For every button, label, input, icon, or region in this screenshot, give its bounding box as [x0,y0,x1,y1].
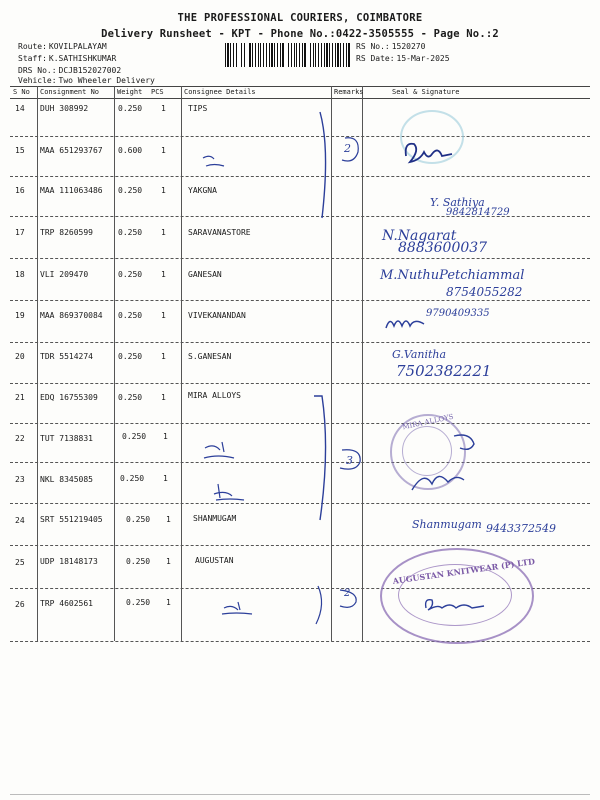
cell-consignment: SRT 551219405 [40,515,103,524]
cell-consignee: YAKGNA [188,186,217,195]
table-header-rule [10,98,590,99]
cell-consignment: MAA 869370084 [40,311,103,320]
cell-sno: 14 [15,104,25,113]
cell-weight: 0.250 [126,515,151,524]
cell-weight: 0.250 [118,228,143,237]
pen-tick-mark [200,438,240,464]
signature-phone-19: 9790409335 [426,308,490,319]
cell-consignee: GANESAN [188,270,222,279]
cell-weight: 0.250 [118,352,143,361]
signature-name-16: Y. Sathiya [430,196,485,209]
row-divider [10,383,590,384]
cell-consignment: NKL 8345085 [40,475,93,484]
cell-sno: 17 [15,228,25,237]
staff-line: Staff: K.SATHISHKUMAR [18,54,117,63]
row-divider [10,300,590,301]
col-divider [37,86,38,641]
cell-weight: 0.250 [126,598,151,607]
rs-no-line: RS No.: 1520270 [356,42,426,51]
signature-phone-20: 7502382221 [396,362,492,380]
cell-weight: 0.250 [126,557,151,566]
table-top-rule [10,86,590,87]
signature-name-17: N.Nagarat [382,228,457,244]
col-header-pcs: PCS [151,88,164,96]
signature-augustan [420,594,490,616]
vehicle-line: Vehicle: Two Wheeler Delivery [18,76,155,85]
row-divider [10,641,590,642]
cell-weight: 0.600 [118,146,143,155]
cell-sno: 25 [15,558,25,567]
col-header-remarks: Remarks [334,88,364,96]
cell-pcs: 1 [161,270,166,279]
company-title: THE PROFESSIONAL COURIERS, COIMBATORE [177,12,423,24]
cell-consignee: SHANMUGAM [193,514,237,523]
col-header-seal: Seal & Signature [392,88,460,96]
cell-sno: 22 [15,434,25,443]
page-bottom-edge [10,794,590,795]
cell-sno: 15 [15,146,25,155]
cell-consignee: SARAVANASTORE [188,228,251,237]
cell-pcs: 1 [161,311,166,320]
col-divider [114,86,115,641]
staff-value: K.SATHISHKUMAR [48,54,117,63]
cell-weight: 0.250 [122,432,147,441]
rs-date-line: RS Date: 15-Mar-2025 [356,54,450,63]
runsheet-subtitle: Delivery Runsheet - KPT - Phone No.:0422-3505555 - Page No.:2 [101,28,499,40]
cell-sno: 23 [15,475,25,484]
pen-tick-mark [210,480,250,504]
cell-sno: 19 [15,311,25,320]
signature-mira [404,430,494,510]
cell-weight: 0.250 [120,474,145,483]
vehicle-value: Two Wheeler Delivery [58,76,155,85]
cell-consignment: MAA 651293767 [40,146,103,155]
cell-pcs: 1 [166,515,171,524]
cell-consignment: TRP 8260599 [40,228,93,237]
cell-consignment: UDP 18148173 [40,557,98,566]
signature-name-24: Shanmugam [412,518,482,531]
remark-count-22: 3 [346,454,353,467]
remark-bracket [300,390,370,530]
pen-tick-mark [200,150,230,172]
col-header-consignment: Consignment No [40,88,100,96]
cell-pcs: 1 [163,432,168,441]
col-divider [181,86,182,641]
col-header-consignee: Consignee Details [184,88,256,96]
cell-consignment: TRP 4602561 [40,599,93,608]
cell-pcs: 1 [161,104,166,113]
cell-pcs: 1 [163,474,168,483]
remark-bracket [300,580,370,630]
drs-line: DRS No.: DCJB152027002 [18,66,122,75]
cell-consignment: TUT 7138831 [40,434,93,443]
cell-consignment: MAA 111063486 [40,186,103,195]
stamp-mira-text: MIRA ALLOYS [401,412,455,432]
rs-no-value: 1520270 [391,42,426,51]
cell-consignment: VLI 209470 [40,270,89,279]
drs-value: DCJB152027002 [58,66,122,75]
signature-phone-18: 8754055282 [446,285,523,299]
signature-phone-17: 8883600037 [398,240,488,256]
signature-phone-16: 9842814729 [446,207,510,218]
cell-pcs: 1 [161,228,166,237]
cell-consignee: VIVEKANANDAN [188,311,246,320]
cell-pcs: 1 [166,598,171,607]
cell-weight: 0.250 [118,393,143,402]
cell-consignee: TIPS [188,104,208,113]
row-divider [10,545,590,546]
rs-date-value: 15-Mar-2025 [396,54,450,63]
signature-phone-24: 9443372549 [486,522,556,535]
cell-consignee: MIRA ALLOYS [188,391,241,400]
cell-pcs: 1 [161,146,166,155]
cell-weight: 0.250 [118,186,143,195]
cell-consignee: AUGUSTAN [195,556,234,565]
cell-consignment: DUH 308992 [40,104,89,113]
cell-consignment: TDR 5514274 [40,352,93,361]
cell-pcs: 1 [161,352,166,361]
remark-bracket [300,108,370,228]
cell-sno: 18 [15,270,25,279]
pen-tick-mark [218,598,258,620]
cell-consignment: EDQ 16755309 [40,393,98,402]
row-divider [10,258,590,259]
stamp-augustan-text: AUGUSTAN KNITWEAR (P) LTD [392,556,536,586]
cell-sno: 20 [15,352,25,361]
route-line: Route: KOVILPALAYAM [18,42,107,51]
col-header-weight: Weight [117,88,143,96]
col-header-sno: S No [13,88,30,96]
remark-count-15: 2 [344,142,351,155]
cell-pcs: 1 [161,393,166,402]
cell-pcs: 1 [161,186,166,195]
cell-sno: 21 [15,393,25,402]
cell-sno: 26 [15,600,25,609]
route-value: KOVILPALAYAM [48,42,107,51]
signature-name-20: G.Vanitha [392,348,447,361]
cell-weight: 0.250 [118,311,143,320]
cell-sno: 16 [15,186,25,195]
barcode-gaps [225,43,350,67]
cell-pcs: 1 [166,557,171,566]
cell-sno: 24 [15,516,25,525]
remark-count-26: 2 [344,588,351,599]
row-divider [10,342,590,343]
cell-weight: 0.250 [118,104,143,113]
cell-weight: 0.250 [118,270,143,279]
signature-row-15 [398,136,458,170]
signature-name-18: M.NuthuPetchiammal [380,268,525,283]
cell-consignee: S.GANESAN [188,352,232,361]
